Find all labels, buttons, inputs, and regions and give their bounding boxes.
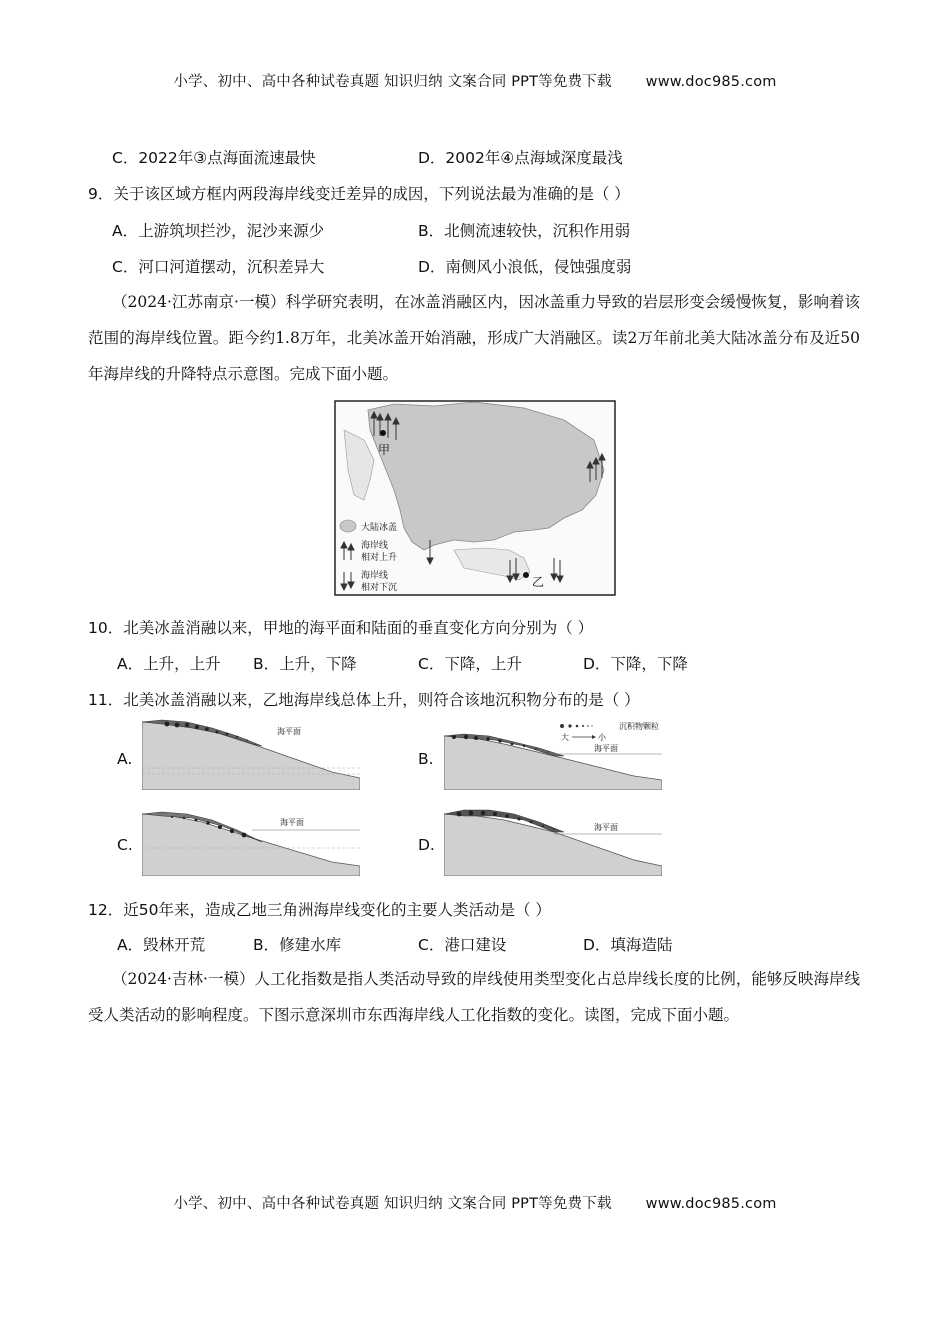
q12-option-c: C．港口建设 (418, 936, 507, 954)
page-footer (0, 1192, 950, 1213)
particle-small: 小 (598, 733, 606, 742)
legend-sink-line2: 相对下沉 (361, 583, 398, 593)
q12-option-a: A．毁林开荒 (117, 936, 206, 954)
q9-option-a: A．上游筑坝拦沙，泥沙来源少 (112, 222, 325, 240)
q9-option-c: C．河口河道摆动，沉积差异大 (112, 258, 325, 276)
label-yi: 乙 (532, 575, 545, 589)
q10-option-a: A．上升，上升 (117, 655, 221, 673)
q8-option-d: D．2002年④点海域深度最浅 (418, 149, 623, 167)
header-text: 小学、初中、高中各种试卷真题 知识归纳 文案合同 PPT等免费下载 (173, 74, 612, 90)
q12-stem: 12．近50年来，造成乙地三角洲海岸线变化的主要人类活动是（ ） (88, 901, 551, 919)
q9-option-b: B．北侧流速较快，沉积作用弱 (418, 222, 631, 240)
intro-1-text: （2024·江苏南京·一模）科学研究表明，在冰盖消融区内，因冰盖重力导致的岩层形变会缓慢恢复，影响着该范围的海岸线位置。距今约1.8万年，北美冰盖开始消融，形成广大消融区。读2万年前北美大陆冰盖分布及近50年海岸线的升降特点示意图。完成下面小题。 (88, 293, 860, 383)
legend-ice: 大陆冰盖 (361, 523, 398, 533)
page-header (0, 70, 950, 91)
sea-level-label-b: 海平面 (594, 744, 618, 753)
q9-stem: 9．关于该区域方框内两段海岸线变迁差异的成因，下列说法最为准确的是（ ） (88, 185, 630, 203)
legend-rise-line1: 海岸线 (361, 541, 389, 551)
q11-label-c: C. (117, 836, 133, 854)
legend-sink-line1: 海岸线 (361, 571, 389, 581)
sea-level-label-d: 海平面 (594, 823, 618, 832)
intro-2-text: （2024·吉林·一模）人工化指数是指人类活动导致的岸线使用类型变化占总岸线长度的比例，能够反映海岸线受人类活动的影响程度。下图示意深圳市东西海岸线人工化指数的变化。读图，完成下面小题。 (88, 970, 860, 1024)
point-jia (380, 430, 386, 436)
footer-url[interactable]: www.doc985.com (645, 1196, 777, 1212)
q11-diagram-d (444, 808, 662, 876)
q11-diagram-b (444, 718, 662, 790)
point-yi (523, 572, 529, 578)
q10-option-d: D．下降，下降 (583, 655, 688, 673)
q11-diagram-c (142, 808, 360, 876)
q11-stem: 11．北美冰盖消融以来，乙地海岸线总体上升，则符合该地沉积物分布的是（ ） (88, 691, 640, 709)
q12-option-d: D．填海造陆 (583, 936, 673, 954)
q10-option-c: C．下降，上升 (418, 655, 522, 673)
q10-option-b: B．上升，下降 (253, 655, 357, 673)
q11-label-b: B. (418, 750, 434, 768)
sea-level-label-c: 海平面 (280, 818, 304, 827)
label-jia: 甲 (378, 443, 391, 457)
q11-diagram-a (142, 718, 360, 790)
q9-option-d: D．南侧风小浪低，侵蚀强度弱 (418, 258, 632, 276)
particle-big: 大 (561, 733, 569, 742)
legend-rise-line2: 相对上升 (361, 553, 398, 563)
q12-option-b: B．修建水库 (253, 936, 342, 954)
intro-paragraph-2 (88, 961, 860, 1033)
q8-option-c: C．2022年③点海面流速最快 (112, 149, 316, 167)
north-america-ice-map (334, 400, 616, 596)
footer-text: 小学、初中、高中各种试卷真题 知识归纳 文案合同 PPT等免费下载 (173, 1196, 612, 1212)
particle-label: 沉积物颗粒 (619, 722, 659, 731)
intro-paragraph-1 (88, 284, 860, 392)
header-url[interactable]: www.doc985.com (645, 74, 777, 90)
q11-label-a: A. (117, 750, 133, 768)
q11-label-d: D. (418, 836, 435, 854)
sea-level-label-a: 海平面 (277, 727, 301, 736)
q10-stem: 10．北美冰盖消融以来，甲地的海平面和陆面的垂直变化方向分别为（ ） (88, 619, 594, 637)
